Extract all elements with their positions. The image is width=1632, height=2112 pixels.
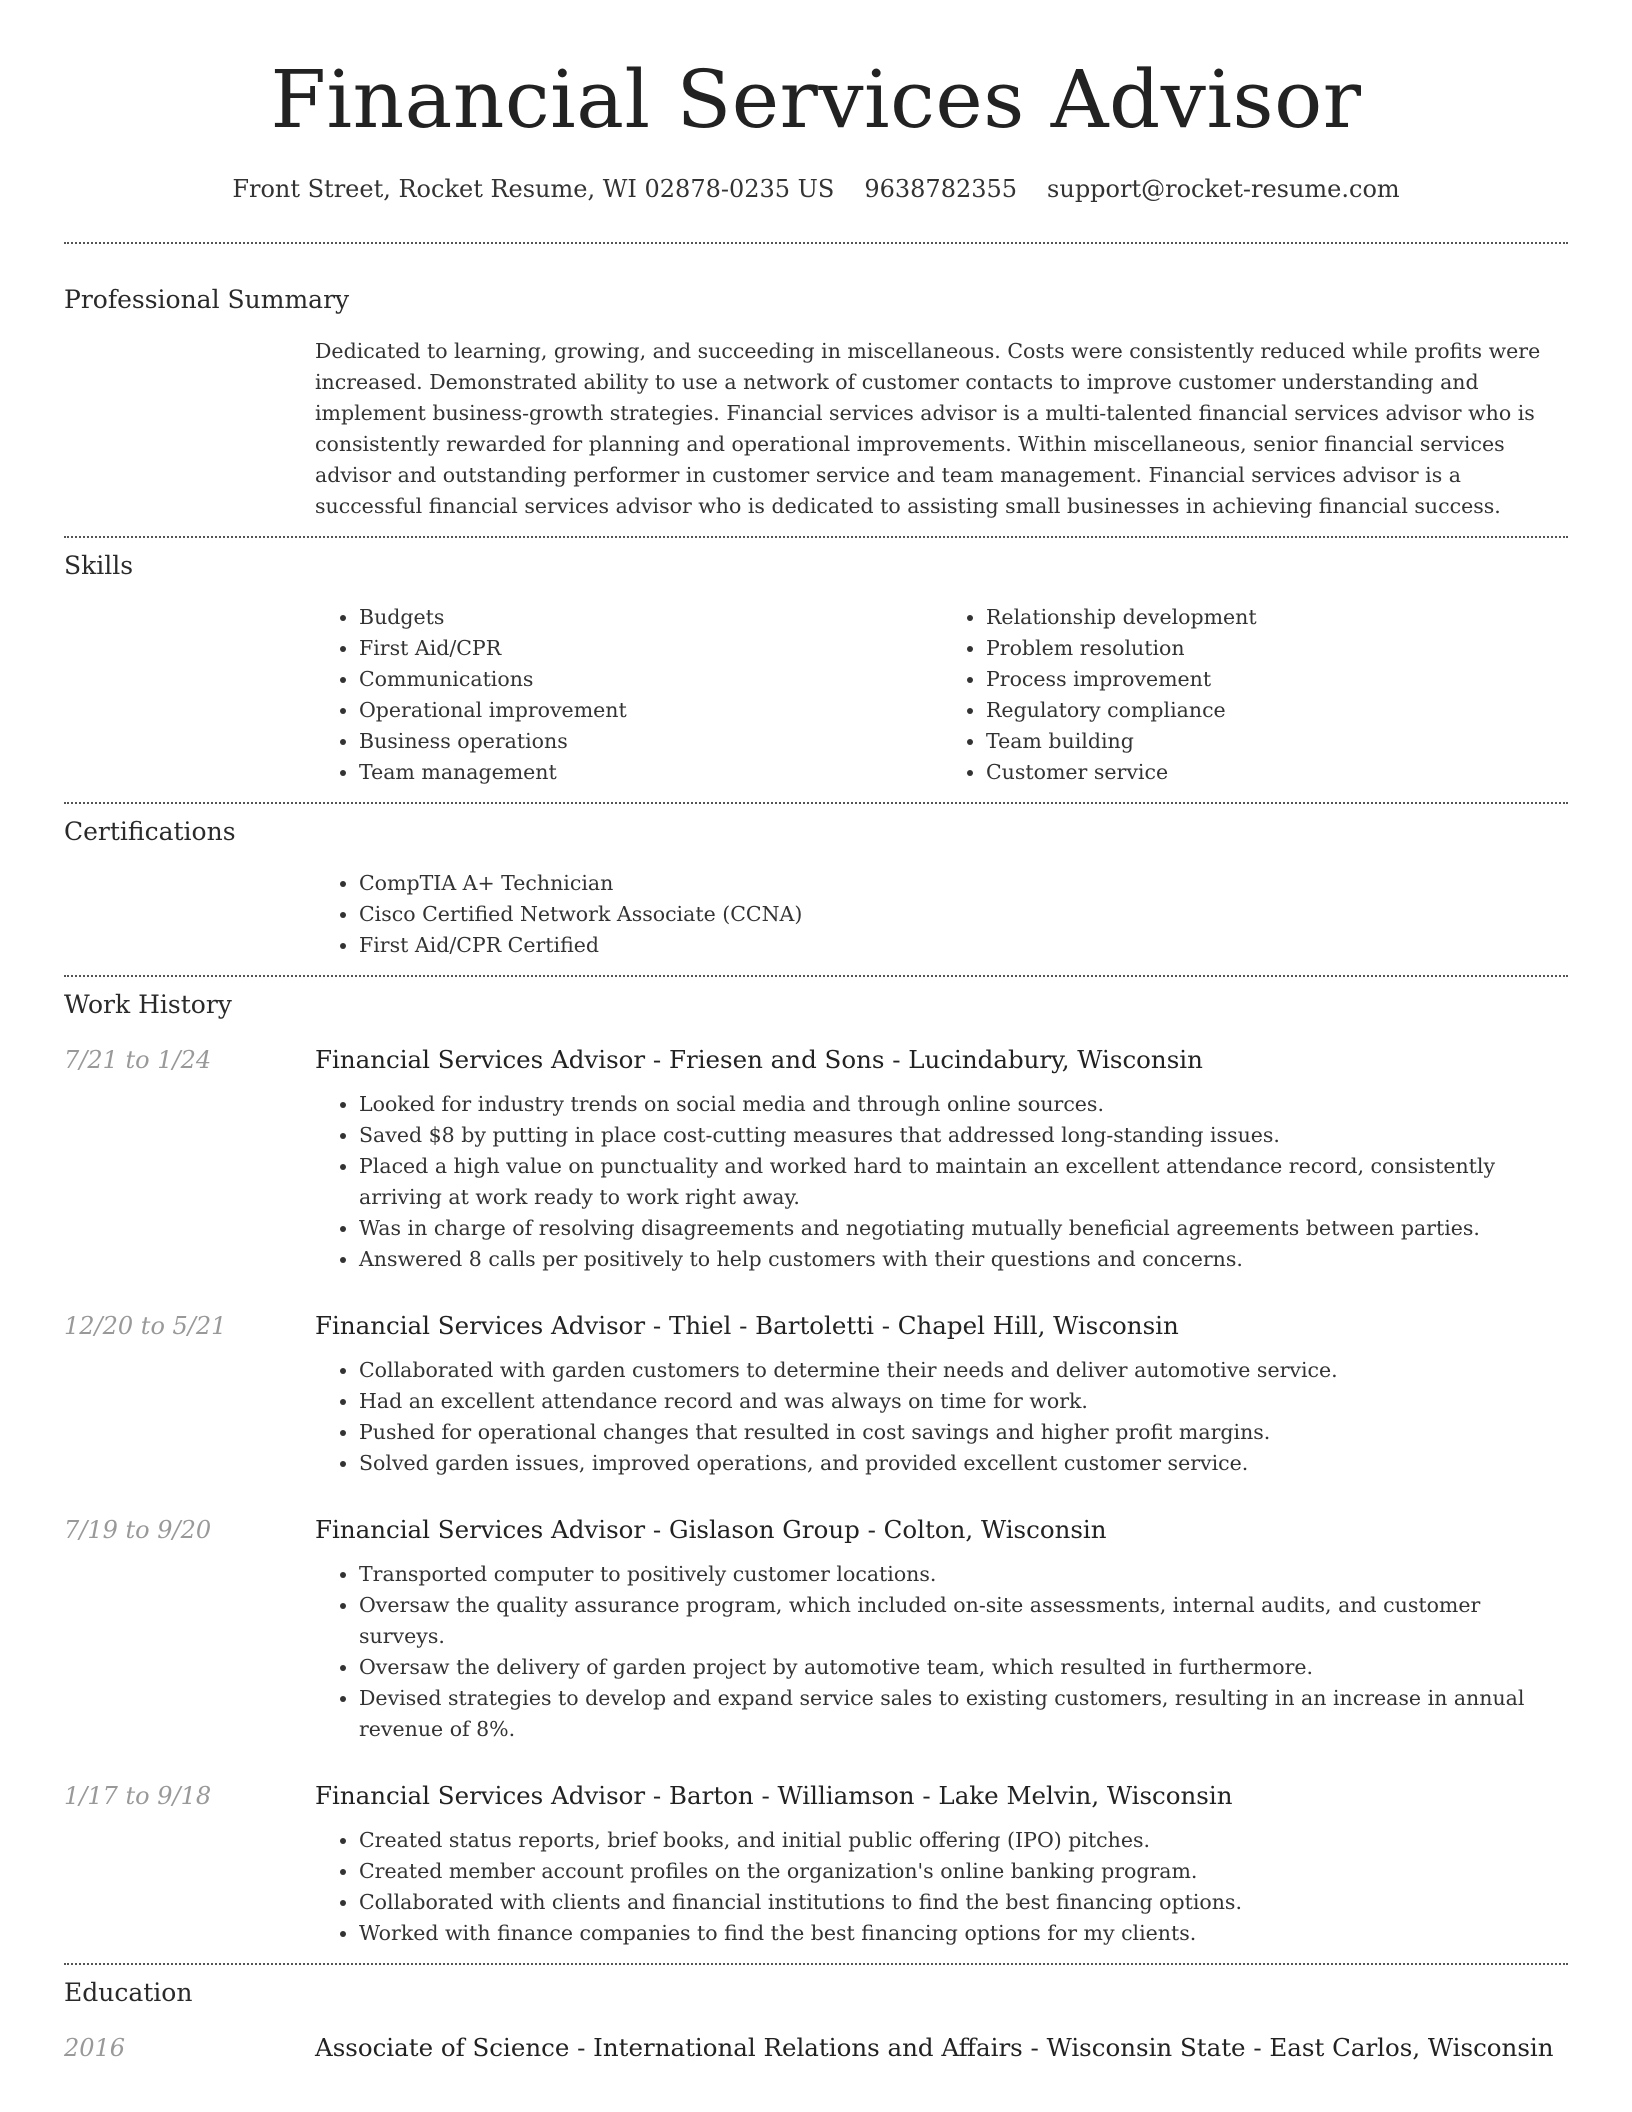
job-title bbox=[315, 1513, 1568, 1547]
job-bullet: • Solved garden issues, improved operations, and provided excellent customer service. bbox=[359, 1448, 1568, 1479]
work-history-section bbox=[64, 989, 1568, 1949]
skill-item: • Problem resolution bbox=[986, 633, 1569, 664]
job-bullet: • Placed a high value on punctuality and worked hard to maintain an excellent attendance record, consistently arriving at work ready to work right away. bbox=[359, 1151, 1568, 1213]
job-bullet: • Pushed for operational changes that resulted in cost savings and higher profit margins. bbox=[359, 1417, 1568, 1448]
job-role: Financial Services Advisor bbox=[315, 1515, 646, 1544]
skill-item: • Team management bbox=[359, 757, 942, 788]
job-entry bbox=[64, 1043, 1568, 1275]
skill-item: • Process improvement bbox=[986, 664, 1569, 695]
job-title bbox=[315, 1779, 1568, 1813]
job-bullet: • Oversaw the quality assurance program, which included on-site assessments, internal audits, and customer surveys. bbox=[359, 1590, 1568, 1652]
address: Front Street, Rocket Resume, WI 02878-0235 US bbox=[232, 175, 835, 203]
job-dates: 12/20 to 5/21 bbox=[64, 1312, 227, 1340]
job-bullets bbox=[315, 1559, 1568, 1745]
certification-item: • Cisco Certified Network Associate (CCNA) bbox=[359, 899, 1569, 930]
job-company: - Thiel - Bartoletti - Chapel Hill, Wisconsin bbox=[645, 1311, 1179, 1340]
phone: 9638782355 bbox=[864, 175, 1018, 203]
divider bbox=[64, 1963, 1568, 1965]
job-company: - Gislason Group - Colton, Wisconsin bbox=[645, 1515, 1107, 1544]
job-title bbox=[315, 1043, 1568, 1077]
skill-item: • First Aid/CPR bbox=[359, 633, 942, 664]
job-bullet: • Saved $8 by putting in place cost-cutting measures that addressed long-standing issues. bbox=[359, 1120, 1568, 1151]
summary-section bbox=[64, 284, 1568, 522]
certifications-list bbox=[315, 868, 1569, 961]
job-bullet: • Transported computer to positively customer locations. bbox=[359, 1559, 1568, 1590]
skill-item: • Team building bbox=[986, 726, 1569, 757]
contact-line bbox=[64, 174, 1568, 204]
job-bullet: • Oversaw the delivery of garden project by automotive team, which resulted in furthermore. bbox=[359, 1652, 1568, 1683]
education-year: 2016 bbox=[64, 2034, 126, 2062]
job-role: Financial Services Advisor bbox=[315, 1311, 646, 1340]
skill-item: • Regulatory compliance bbox=[986, 695, 1569, 726]
job-dates: 7/19 to 9/20 bbox=[64, 1516, 212, 1544]
job-role: Financial Services Advisor bbox=[315, 1045, 646, 1074]
certification-item: • First Aid/CPR Certified bbox=[359, 930, 1569, 961]
education-section bbox=[64, 1977, 1568, 2065]
candidate-name: Financial Services Advisor bbox=[270, 53, 1362, 146]
section-title-education: Education bbox=[64, 1978, 193, 2007]
section-title-summary: Professional Summary bbox=[64, 285, 350, 314]
divider bbox=[64, 536, 1568, 538]
job-bullet: • Had an excellent attendance record and was always on time for work. bbox=[359, 1386, 1568, 1417]
job-bullets bbox=[315, 1089, 1568, 1275]
certification-item: • CompTIA A+ Technician bbox=[359, 868, 1569, 899]
skill-item: • Communications bbox=[359, 664, 942, 695]
job-company: - Friesen and Sons - Lucindabury, Wisconsin bbox=[645, 1045, 1203, 1074]
education-degree: Associate of Science - International Relations and Affairs - Wisconsin State - East Carlos, Wisconsin bbox=[315, 2033, 1554, 2062]
skill-item: • Customer service bbox=[986, 757, 1569, 788]
job-entry bbox=[64, 1513, 1568, 1745]
education-entry bbox=[64, 2031, 1568, 2065]
job-bullet: • Devised strategies to develop and expand service sales to existing customers, resulting in an increase in annual revenue of 8%. bbox=[359, 1683, 1568, 1745]
job-bullets bbox=[315, 1355, 1568, 1479]
job-entry bbox=[64, 1309, 1568, 1479]
job-title bbox=[315, 1309, 1568, 1343]
job-bullet: • Answered 8 calls per positively to help customers with their questions and concerns. bbox=[359, 1244, 1568, 1275]
divider bbox=[64, 975, 1568, 977]
section-title-work-history: Work History bbox=[64, 990, 232, 1019]
job-role: Financial Services Advisor bbox=[315, 1781, 646, 1810]
job-bullets bbox=[315, 1825, 1568, 1949]
job-bullet: • Created status reports, brief books, and initial public offering (IPO) pitches. bbox=[359, 1825, 1568, 1856]
job-bullet: • Collaborated with clients and financial institutions to find the best financing options. bbox=[359, 1887, 1568, 1918]
job-bullet: • Collaborated with garden customers to determine their needs and deliver automotive service. bbox=[359, 1355, 1568, 1386]
job-dates: 7/21 to 1/24 bbox=[64, 1046, 212, 1074]
job-bullet: • Created member account profiles on the organization's online banking program. bbox=[359, 1856, 1568, 1887]
job-bullet: • Was in charge of resolving disagreements and negotiating mutually beneficial agreements between parties. bbox=[359, 1213, 1568, 1244]
skills-list-left bbox=[315, 602, 942, 788]
divider bbox=[64, 242, 1568, 244]
job-bullet: • Looked for industry trends on social media and through online sources. bbox=[359, 1089, 1568, 1120]
section-title-certifications: Certifications bbox=[64, 817, 236, 846]
skill-item: • Business operations bbox=[359, 726, 942, 757]
skills-list-right bbox=[942, 602, 1569, 788]
job-bullet: • Worked with finance companies to find the best financing options for my clients. bbox=[359, 1918, 1568, 1949]
job-entry bbox=[64, 1779, 1568, 1949]
divider bbox=[64, 802, 1568, 804]
summary-text: Dedicated to learning, growing, and succeeding in miscellaneous. Costs were consistently reduced while profits were increased. Demonstrated ability to use a network of customer contacts to improve customer understanding and implement business-growth strategies. Financial services advisor is a multi-talented financial services advisor who is consistently rewarded for planning and operational improvements. Within miscellaneous, senior financial services advisor and outstanding performer in customer service and team management. Financial services advisor is a successful financial services advisor who is dedicated to assisting small businesses in achieving financial success. bbox=[315, 339, 1541, 518]
skill-item: • Relationship development bbox=[986, 602, 1569, 633]
job-dates: 1/17 to 9/18 bbox=[64, 1782, 212, 1810]
skill-item: • Operational improvement bbox=[359, 695, 942, 726]
email: support@rocket-resume.com bbox=[1047, 175, 1400, 203]
skills-section bbox=[64, 550, 1568, 788]
skill-item: • Budgets bbox=[359, 602, 942, 633]
job-company: - Barton - Williamson - Lake Melvin, Wisconsin bbox=[645, 1781, 1233, 1810]
certifications-section bbox=[64, 816, 1568, 961]
section-title-skills: Skills bbox=[64, 551, 134, 580]
